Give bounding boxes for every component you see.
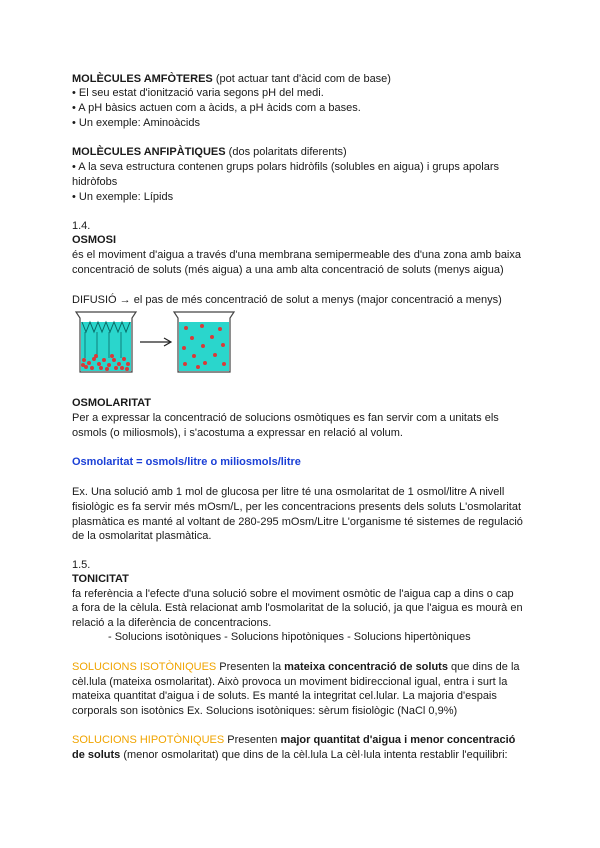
beaker-after-icon	[174, 312, 234, 372]
isotoniques-line-3: mateixa quantitat d'aigua i de soluts. Es manté la integritat cel.lular. La majoria d'espais	[72, 690, 497, 702]
tonicitat-text-2: a fora de la cèlula. Està relacionat amb l'osmolaritat de la solució, ja que l'aigua es mourà en	[72, 602, 523, 614]
section-number: 1.4.	[72, 220, 91, 232]
osmosi-heading: OSMOSI	[72, 234, 117, 246]
isotoniques-line-2: cèl.lula (mateixa osmolaritat). Això provoca un moviment bidireccional igual, entra i surt la	[72, 676, 508, 688]
amfipatiques-bullet-1-cont: hidròfobs	[72, 176, 118, 188]
amfoteres-heading: MOLÈCULES AMFÒTERES (pot actuar tant d'àcid com de base)	[72, 73, 391, 85]
amfoteres-bullet-3: • Un exemple: Aminoàcids	[72, 117, 200, 129]
tonicitat-heading: TONICITAT	[72, 573, 129, 585]
osmosi-text-1: és el moviment d'aigua a través d'una membrana semipermeable des d'una zona amb baixa	[72, 249, 521, 261]
osmolaritat-formula: Osmolaritat = osmols/litre o miliosmols/litre	[72, 456, 301, 468]
section-number: 1.5.	[72, 559, 91, 571]
amfipatiques-bullet-1: • A la seva estructura contenen grups polars hidròfils (solubles en aigua) i grups apolars	[72, 161, 499, 173]
tonicitat-types: - Solucions isotòniques - Solucions hipotòniques - Solucions hipertòniques	[108, 631, 471, 643]
hipotoniques-label: SOLUCIONS HIPOTÒNIQUES	[72, 734, 225, 746]
amfipatiques-bullet-2: • Un exemple: Lípids	[72, 191, 174, 203]
osmolaritat-heading: OSMOLARITAT	[72, 397, 152, 409]
arrow-right-icon	[140, 338, 171, 346]
osmolaritat-example-3: plasmàtica es manté al voltant de 280-295 mOsm/Litre L'organisme té sistemes de regulació	[72, 516, 523, 528]
osmosi-text-2: concentració de soluts (més aigua) a una amb alta concentració de soluts (menys aigua)	[72, 264, 504, 276]
amfoteres-bullet-1: • El seu estat d'ionització varia segons pH del medi.	[72, 87, 324, 99]
tonicitat-text-3: relació a la diferència de concentracions.	[72, 617, 272, 629]
beaker-before-icon	[76, 312, 136, 372]
isotoniques-label: SOLUCIONS ISOTÒNIQUES	[72, 661, 217, 673]
amfipatiques-heading: MOLÈCULES ANFIPÀTIQUES (dos polaritats diferents)	[72, 146, 347, 158]
diffusion-diagram	[72, 308, 242, 380]
osmolaritat-text-1: Per a expressar la concentració de solucions osmòtiques es fan servir com a unitats els	[72, 412, 499, 424]
osmolaritat-example-2: fisiològic es fa servir més mOsm/L, per les concentracions presents dels soluts L'osmolaritat	[72, 501, 521, 513]
osmolaritat-example-4: de la osmolaritat plasmàtica.	[72, 530, 212, 542]
osmolaritat-example-1: Ex. Una solució amb 1 mol de glucosa per litre té una osmolaritat de 1 osmol/litre A nivell	[72, 486, 505, 498]
amfoteres-bullet-2: • A pH bàsics actuen com a àcids, a pH àcids com a bases.	[72, 102, 361, 114]
hipotoniques-line-2: de soluts (menor osmolaritat) que dins de la cèl.lula La cèl·lula intenta restablir l'equilibri:	[72, 749, 508, 761]
tonicitat-text-1: fa referència a l'efecte d'una solució sobre el moviment osmòtic de l'aigua cap a dins o cap	[72, 588, 514, 600]
osmolaritat-text-2: osmols (o miliosmols), i s'acostuma a expressar en relació al volum.	[72, 427, 403, 439]
difusio-text: DIFUSIÓ → el pas de més concentració de solut a menys (major concentració a menys)	[72, 294, 502, 306]
isotoniques-line-4: corporals son isotònics Ex. Solucions isotòniques: sèrum fisiològic (NaCl 0,9%)	[72, 705, 458, 717]
hipotoniques-line-1: SOLUCIONS HIPOTÒNIQUES Presenten major quantitat d'aigua i menor concentració	[72, 734, 516, 746]
isotoniques-line-1: SOLUCIONS ISOTÒNIQUES Presenten la mateixa concentració de soluts que dins de la	[72, 661, 520, 673]
